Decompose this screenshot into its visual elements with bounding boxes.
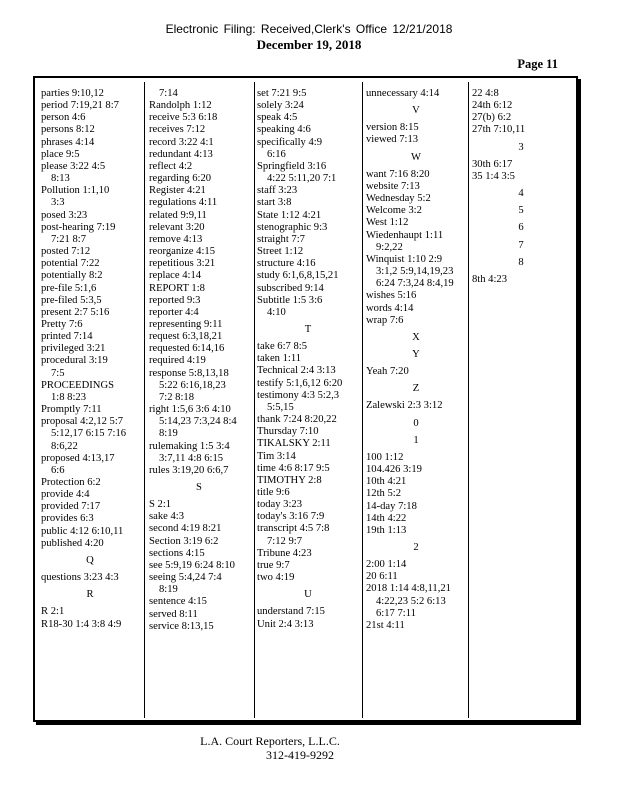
column-divider [254,82,255,718]
index-entry: 2:00 1:14 [366,559,407,571]
index-column-1 [41,88,139,718]
index-entry: Section 3:19 6:2 [149,535,219,547]
index-entry: right 1:5,6 3:6 4:10 [149,404,231,416]
index-entry: service 8:13,15 [149,620,214,632]
index-entry: proposed 4:13,17 [41,452,115,464]
index-entry: person 4:6 [41,112,86,124]
index-entry: title 9:6 [257,487,290,498]
index-entry: 3:3 [51,197,65,209]
index-entry: response 5:8,13,18 [149,367,229,379]
index-entry: pre-filed 5:3,5 [41,294,102,306]
index-entry: Technical 2:4 3:13 [257,365,336,377]
index-entry: 20 6:11 [366,571,398,583]
column-divider [144,82,145,718]
index-entry: parties 9:10,12 [41,88,104,99]
index-entry: taken 1:11 [257,353,302,365]
index-entry: testimony 4:3 5:2,3 [257,389,340,401]
index-entry: questions 3:23 4:3 [41,572,119,584]
filing-stamp: Electronic Filing: Received,Clerk's Office 12/21/2018 [165,22,453,36]
index-letter-heading: R [86,589,94,601]
index-entry: printed 7:14 [41,331,93,343]
index-entry: straight 7:7 [257,233,305,245]
index-entry: 19th 1:13 [366,524,407,536]
index-entry: representing 9:11 [149,318,223,330]
index-entry: 9:2,22 [376,241,403,253]
index-letter-heading: Z [412,383,420,395]
index-letter-heading: 3 [518,141,524,153]
index-entry: replace 4:14 [149,270,202,282]
index-entry: receives 7:12 [149,124,206,136]
index-entry: 5:22 6:16,18,23 [159,379,226,391]
transcript-date: December 19, 2018 [256,37,362,52]
index-entry: 5:14,23 7:3,24 8:4 [159,416,237,428]
index-entry: seeing 5:4,24 7:4 [149,572,222,584]
index-entry: 3:1,2 5:9,14,19,23 [376,266,454,278]
index-entry: Winquist 1:10 2:9 [366,253,443,265]
index-entry: study 6:1,6,8,15,21 [257,270,339,282]
index-entry: staff 3:23 [257,185,298,197]
index-column-3 [257,88,359,718]
index-entry: Zalewski 2:3 3:12 [366,400,443,412]
reporter-name: L.A. Court Reporters, L.L.C. [200,734,340,748]
index-entry: Yeah 7:20 [366,366,409,378]
column-divider [468,82,469,718]
index-entry: Pollution 1:1,10 [41,185,110,197]
index-entry: 12th 5:2 [366,488,402,500]
index-entry: 1:8 8:23 [51,391,87,403]
index-entry: solely 3:24 [257,100,304,112]
index-entry: 7:2 8:18 [159,391,195,403]
index-entry: 10th 4:21 [366,476,407,488]
index-entry: 3:7,11 4:8 6:15 [159,452,224,464]
index-entry: 30th 6:17 [472,158,513,170]
index-entry: 2018 1:14 4:8,11,21 [366,583,451,595]
index-entry: pre-file 5:1,6 [41,282,97,294]
index-entry: regarding 6:20 [149,173,212,185]
index-entry: Subtitle 1:5 3:6 [257,294,323,306]
index-entry: 24th 6:12 [472,100,513,112]
index-entry: wishes 5:16 [366,290,417,302]
index-entry: privileged 3:21 [41,343,106,355]
index-entry: testify 5:1,6,12 6:20 [257,377,343,389]
index-column-2 [149,88,249,718]
index-entry: TIMOTHY 2:8 [257,474,322,486]
index-entry: 6:6 [51,464,65,476]
index-entry: request 6:3,18,21 [149,331,223,343]
index-entry: 21st 4:11 [366,619,405,631]
index-entry: today's 3:16 7:9 [257,511,325,523]
page-number: Page 11 [517,57,558,71]
index-entry: posted 7:12 [41,246,91,258]
index-entry: reporter 4:4 [149,306,199,318]
index-entry: provided 7:17 [41,501,101,513]
index-letter-heading: 1 [413,434,419,446]
index-entry: 4:10 [267,306,286,318]
index-letter-heading: Q [86,554,94,566]
index-column-5 [472,88,570,718]
index-entry: 6:17 7:11 [376,607,416,619]
index-entry: place 9:5 [41,148,80,160]
index-entry: procedural 3:19 [41,355,108,367]
index-entry: period 7:19,21 8:7 [41,100,119,112]
index-entry: State 1:12 4:21 [257,209,322,221]
index-entry: receive 5:3 6:18 [149,112,218,124]
index-entry: 4:22 5:11,20 7:1 [267,173,337,185]
index-entry: 7:21 8:7 [51,233,87,245]
index-entry: time 4:6 8:17 9:5 [257,462,330,474]
index-letter-heading: 2 [413,542,419,553]
index-entry: version 8:15 [366,122,419,134]
index-letter-heading: W [411,151,421,163]
index-letter-heading: V [412,105,420,117]
index-entry: please 3:22 4:5 [41,160,106,172]
index-letter-heading: 7 [518,239,524,251]
index-entry: potential 7:22 [41,258,100,270]
index-entry: relevant 3:20 [149,221,205,233]
index-entry: specifically 4:9 [257,136,323,148]
index-entry: want 7:16 8:20 [366,168,430,180]
index-entry: R18-30 1:4 3:8 4:9 [41,618,122,630]
index-entry: post-hearing 7:19 [41,221,116,233]
index-entry: rules 3:19,20 6:6,7 [149,464,229,476]
index-entry: 14th 4:22 [366,512,407,524]
index-letter-heading: U [304,589,312,601]
index-letter-heading: Y [412,348,420,360]
index-letter-heading: 5 [518,205,524,217]
index-entry: regulations 4:11 [149,197,218,209]
index-entry: Welcome 3:2 [366,205,422,217]
index-entry: 8:19 [159,428,178,440]
index-letter-heading: 8 [518,256,524,268]
index-entry: remove 4:13 [149,233,203,245]
index-entry: unnecessary 4:14 [366,88,440,99]
index-entry: Thursday 7:10 [257,426,319,438]
index-entry: today 3:23 [257,499,303,511]
index-entry: 7:14 [159,88,178,99]
index-entry: published 4:20 [41,537,104,549]
index-column-4 [366,88,466,718]
index-letter-heading: 6 [518,222,524,234]
index-entry: 14-day 7:18 [366,500,417,512]
index-entry: served 8:11 [149,608,198,620]
index-entry: Unit 2:4 3:13 [257,618,314,630]
index-entry: transcript 4:5 7:8 [257,523,330,535]
index-entry: 27(b) 6:2 [472,112,512,124]
index-entry: public 4:12 6:10,11 [41,525,124,537]
index-entry: 8:13 [51,173,70,185]
column-divider [362,82,363,718]
index-entry: present 2:7 5:16 [41,306,110,318]
index-entry: Tim 3:14 [257,450,296,462]
index-entry: Wednesday 5:2 [366,193,431,205]
index-entry: reorganize 4:15 [149,246,215,258]
index-entry: subscribed 9:14 [257,282,324,294]
index-entry: 5:12,17 6:15 7:16 [51,428,127,440]
index-entry: see 5:9,19 6:24 8:10 [149,559,235,571]
index-entry: redundant 4:13 [149,148,213,160]
index-entry: Pretty 7:6 [41,318,83,330]
index-entry: reported 9:3 [149,294,201,306]
index-entry: sake 4:3 [149,511,185,523]
index-entry: stenographic 9:3 [257,221,328,233]
index-entry: West 1:12 [366,217,409,229]
index-entry: record 3:22 4:1 [149,136,214,148]
index-entry: two 4:19 [257,572,295,584]
index-entry: 8th 4:23 [472,273,508,285]
index-entry: 5:5,15 [267,401,294,413]
index-letter-heading: S [196,482,202,493]
index-entry: Wiedenhaupt 1:11 [366,229,444,241]
index-entry: 7:5 [51,367,65,379]
index-entry: Street 1:12 [257,246,304,258]
index-entry: take 6:7 8:5 [257,341,308,353]
index-entry: R 2:1 [41,606,65,618]
index-entry: 22 4:8 [472,88,499,99]
index-entry: posed 3:23 [41,209,88,221]
index-entry: proposal 4:2,12 5:7 [41,416,124,428]
index-entry: REPORT 1:8 [149,282,205,294]
index-entry: 7:12 9:7 [267,535,303,547]
index-entry: provide 4:4 [41,489,90,501]
index-entry: Randolph 1:12 [149,100,212,112]
index-entry: Promptly 7:11 [41,404,102,416]
index-letter-heading: X [412,331,420,343]
index-entry: provides 6:3 [41,513,94,525]
index-entry: understand 7:15 [257,606,325,618]
index-entry: rulemaking 1:5 3:4 [149,440,230,452]
index-entry: true 9:7 [257,559,290,571]
index-entry: 100 1:12 [366,451,404,463]
index-entry: requested 6:14,16 [149,343,225,355]
index-entry: viewed 7:13 [366,134,419,146]
index-entry: 35 1:4 3:5 [472,170,515,182]
index-entry: required 4:19 [149,355,206,367]
index-entry: website 7:13 [366,180,420,192]
index-entry: phrases 4:14 [41,136,95,148]
index-entry: set 7:21 9:5 [257,88,307,99]
index-entry: TIKALSKY 2:11 [257,438,331,450]
index-entry: speak 4:5 [257,112,298,124]
reporter-phone: 312-419-9292 [266,748,334,762]
index-entry: structure 4:16 [257,258,316,270]
index-entry: 6:24 7:3,24 8:4,19 [376,278,454,290]
index-letter-heading: T [304,323,312,335]
index-entry: related 9:9,11 [149,209,207,221]
index-entry: 8:19 [159,584,178,596]
index-entry: repetitious 3:21 [149,258,216,270]
index-entry: persons 8:12 [41,124,95,136]
index-entry: 8:6,22 [51,440,78,452]
index-entry: 4:22,23 5:2 6:13 [376,595,446,607]
index-entry: speaking 4:6 [257,124,311,136]
index-entry: thank 7:24 8:20,22 [257,414,337,426]
index-entry: Register 4:21 [149,185,206,197]
index-entry: second 4:19 8:21 [149,523,222,535]
index-entry: sections 4:15 [149,547,205,559]
index-letter-heading: 0 [413,417,419,429]
index-entry: 104.426 3:19 [366,464,422,476]
index-entry: start 3:8 [257,197,292,209]
index-letter-heading: 4 [518,188,524,200]
index-entry: words 4:14 [366,302,414,314]
index-frame [33,76,578,722]
index-entry: PROCEEDINGS [41,379,114,391]
index-entry: sentence 4:15 [149,596,207,608]
index-entry: reflect 4:2 [149,160,193,172]
index-entry: S 2:1 [149,499,172,511]
index-entry: wrap 7:6 [366,314,404,326]
index-entry: potentially 8:2 [41,270,103,282]
index-entry: Protection 6:2 [41,477,101,488]
index-entry: 27th 7:10,11 [472,124,526,136]
index-entry: 6:16 [267,148,286,160]
index-entry: Tribune 4:23 [257,547,312,559]
index-entry: Springfield 3:16 [257,160,327,172]
